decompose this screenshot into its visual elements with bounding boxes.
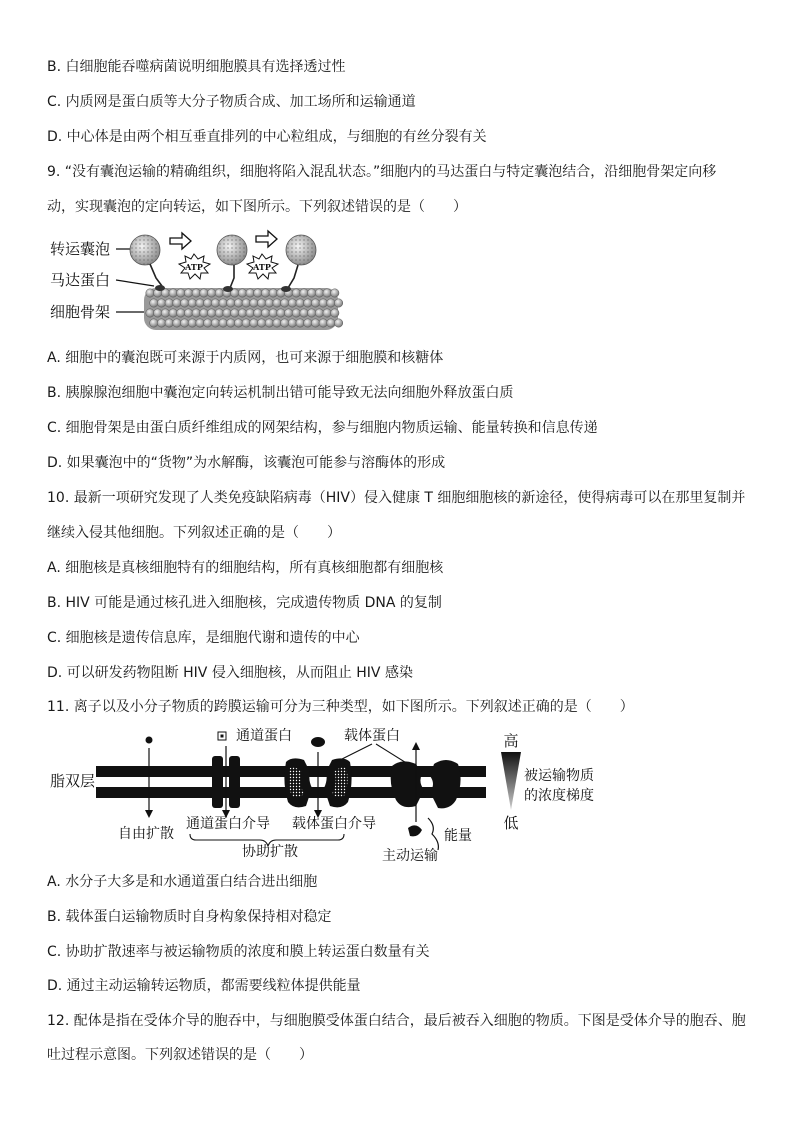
- q10-option-c: C. 细胞核是遗传信息库，是细胞代谢和遗传的中心: [47, 630, 360, 646]
- vesicle-1: [130, 235, 162, 286]
- q12-stem-line1: 12. 配体是指在受体介导的胞吞中，与细胞膜受体蛋白结合，最后被吞入细胞的物质。下图是受体介导的胞吞、胞: [47, 1013, 746, 1029]
- q8-option-b: B. 白细胞能吞噬病菌说明细胞膜具有选择透过性: [47, 59, 346, 75]
- q8-option-c: C. 内质网是蛋白质等大分子物质合成、加工场所和运输通道: [47, 94, 416, 110]
- q11-stem: 11. 离子以及小分子物质的跨膜运输可分为三种类型，如下图所示。下列叙述正确的是（ ）: [47, 699, 634, 715]
- q10-option-a: A. 细胞核是真核细胞特有的细胞结构，所有真核细胞都有细胞核: [47, 560, 444, 576]
- atp-label-1: ATP: [185, 262, 203, 272]
- label-channel-protein: 通道蛋白: [236, 728, 292, 744]
- q8-option-d: D. 中心体是由两个相互垂直排列的中心粒组成，与细胞的有丝分裂有关: [47, 129, 487, 145]
- cytoskeleton-filament: [144, 288, 343, 330]
- direction-arrow-2: [256, 231, 277, 247]
- atp-burst-1: [179, 254, 210, 279]
- label-motor-protein: 马达蛋白: [50, 271, 111, 289]
- vesicle-2: [217, 235, 247, 288]
- q9-option-c: C. 细胞骨架是由蛋白质纤维组成的网架结构，参与细胞内物质运输、能量转换和信息传递: [47, 420, 598, 436]
- label-high: 高: [503, 732, 519, 750]
- label-channel-mediated: 通道蛋白介导: [186, 816, 270, 832]
- q9-vesicle-transport-figure: [46, 226, 346, 338]
- q9-option-b: B. 胰腺腺泡细胞中囊泡定向转运机制出错可能导致无法向细胞外释放蛋白质: [47, 385, 514, 401]
- direction-arrow-1: [170, 233, 191, 249]
- q10-stem-line2: 继续入侵其他细胞。下列叙述正确的是（ ）: [47, 525, 341, 541]
- label-carrier-protein: 载体蛋白: [344, 728, 400, 744]
- q11-option-c: C. 协助扩散速率与被运输物质的浓度和膜上转运蛋白数量有关: [47, 944, 430, 960]
- atp-burst-2: [247, 254, 278, 279]
- q10-option-b: B. HIV 可能是通过核孔进入细胞核，完成遗传物质 DNA 的复制: [47, 595, 442, 611]
- q11-membrane-transport-figure: [46, 722, 616, 864]
- q10-option-d: D. 可以研发药物阻断 HIV 侵入细胞核，从而阻止 HIV 感染: [47, 665, 413, 681]
- label-free-diffusion: 自由扩散: [118, 826, 174, 842]
- label-lipid-bilayer: 脂双层: [50, 772, 96, 790]
- q9-option-a: A. 细胞中的囊泡既可来源于内质网，也可来源于细胞膜和核糖体: [47, 350, 444, 366]
- free-diffusion-path: [145, 737, 153, 819]
- q11-option-b: B. 载体蛋白运输物质时自身构象保持相对稳定: [47, 909, 332, 925]
- carrier-protein-facilitated: [284, 737, 351, 818]
- q11-option-d: D. 通过主动运输转运物质，都需要线粒体提供能量: [47, 978, 361, 994]
- concentration-gradient: [501, 732, 594, 832]
- label-energy: 能量: [444, 828, 472, 844]
- label-active-transport: 主动运输: [382, 848, 438, 864]
- label-low: 低: [503, 814, 519, 832]
- q9-stem-line1: 9. “没有囊泡运输的精确组织，细胞将陷入混乱状态。”细胞内的马达蛋白与特定囊泡结合，沿细胞骨架定向移: [47, 164, 717, 180]
- label-cytoskeleton: 细胞骨架: [50, 303, 111, 321]
- channel-protein: [212, 732, 240, 818]
- vesicle-3: [286, 235, 316, 288]
- label-gradient-line2: 的浓度梯度: [524, 788, 594, 804]
- label-transport-vesicle: 转运囊泡: [50, 240, 111, 258]
- label-carrier-mediated: 载体蛋白介导: [292, 816, 376, 832]
- q9-stem-line2: 动，实现囊泡的定向转运，如下图所示。下列叙述错误的是（ ）: [47, 199, 467, 215]
- atp-label-2: ATP: [253, 262, 271, 272]
- label-facilitated-diffusion: 协助扩散: [242, 844, 298, 860]
- q12-stem-line2: 吐过程示意图。下列叙述错误的是（ ）: [47, 1047, 313, 1063]
- q11-option-a: A. 水分子大多是和水通道蛋白结合进出细胞: [47, 874, 318, 890]
- label-gradient-line1: 被运输物质: [524, 768, 594, 784]
- q10-stem-line1: 10. 最新一项研究发现了人类免疫缺陷病毒（HIV）侵入健康 T 细胞细胞核的新途径，使得病毒可以在那里复制并: [47, 490, 746, 506]
- q9-option-d: D. 如果囊泡中的“货物”为水解酶，该囊泡可能参与溶酶体的形成: [47, 455, 446, 471]
